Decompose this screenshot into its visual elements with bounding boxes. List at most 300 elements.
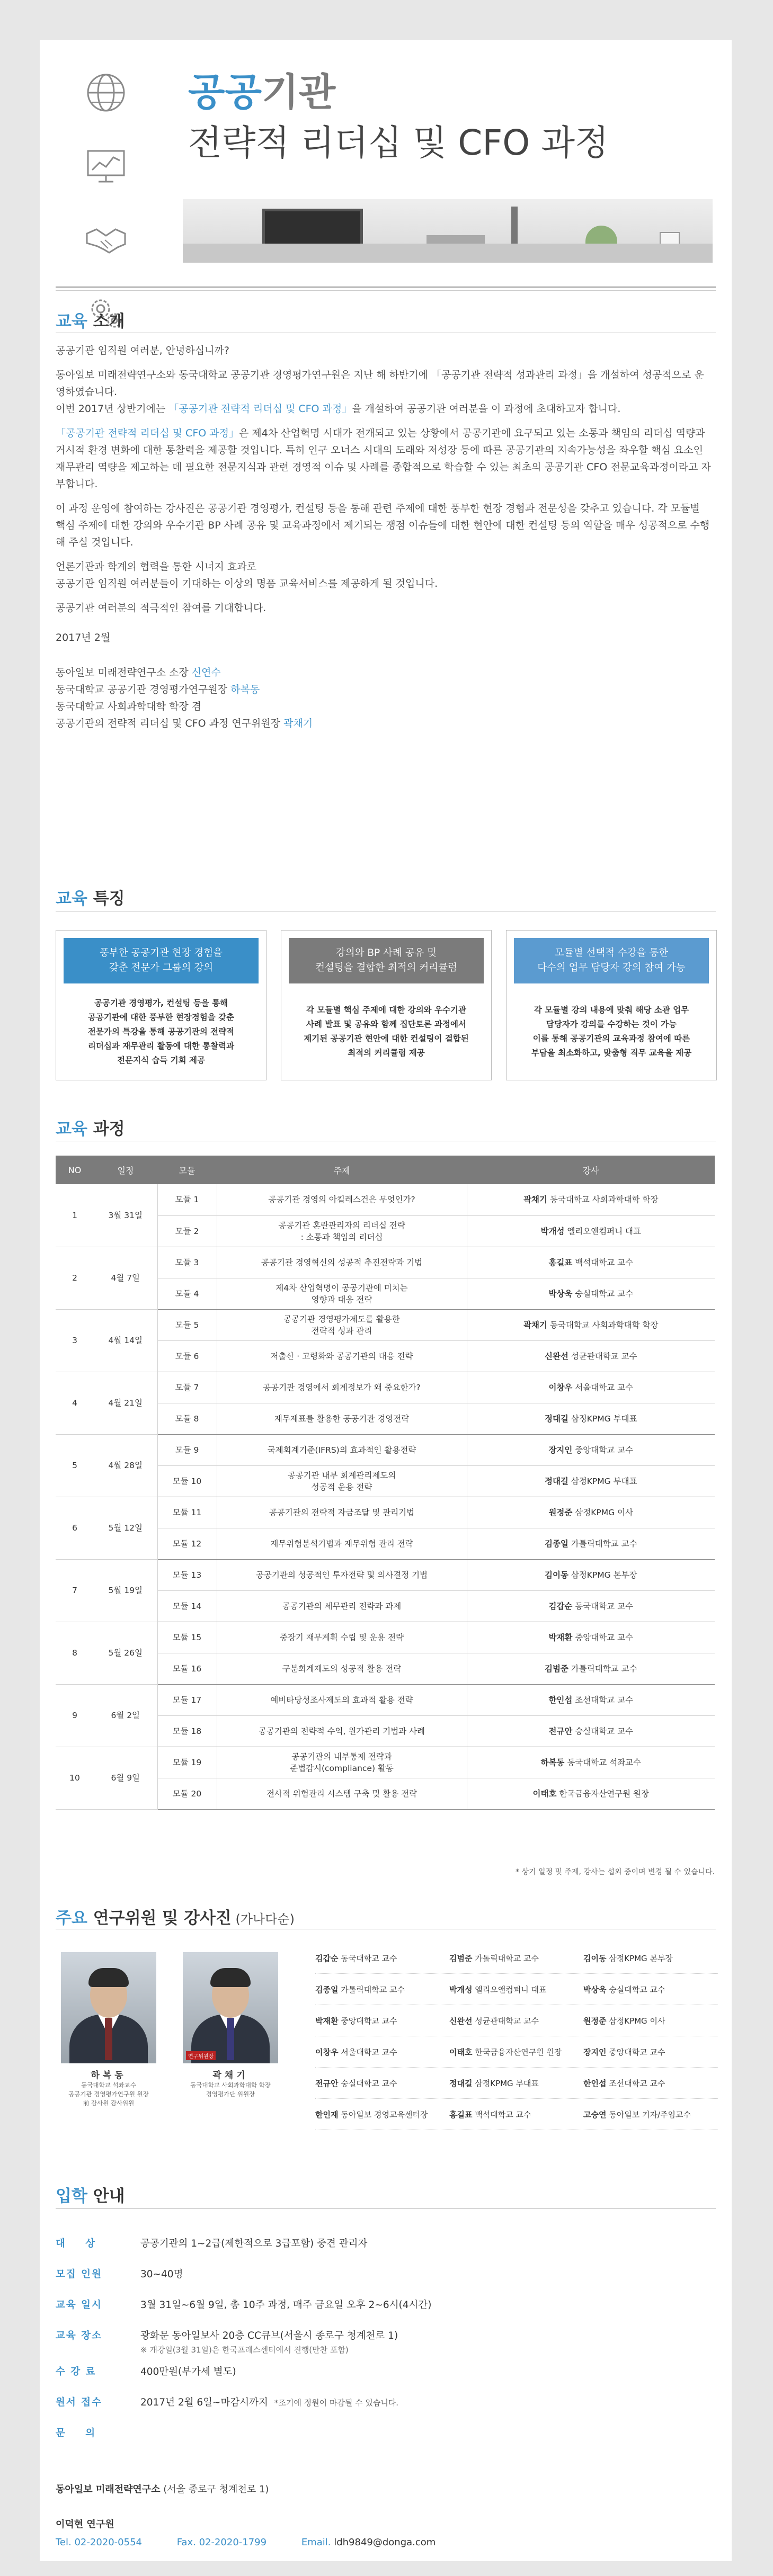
researcher-name: 하복동 bbox=[91, 2070, 127, 2081]
lecturer-name: 홍길표 bbox=[548, 1257, 573, 1267]
session-no: 2 bbox=[56, 1247, 94, 1309]
module-cell: 모듈 6 bbox=[157, 1340, 217, 1372]
topic-cell bbox=[217, 1309, 467, 1340]
lecturer-entry-name: 박재환 bbox=[315, 2016, 339, 2026]
admission-section-title bbox=[56, 2183, 125, 2206]
admission-row bbox=[56, 2258, 713, 2289]
feature-body-line: 공공기관 경영평가, 컨설팅 등을 통해 bbox=[94, 998, 228, 1008]
chart-monitor-icon bbox=[77, 137, 135, 195]
lecturer-entry bbox=[449, 2109, 583, 2120]
module-cell: 모듈 11 bbox=[157, 1497, 217, 1528]
feature-body-line: 부담을 최소화하고, 맞춤형 직무 교육을 제공 bbox=[531, 1048, 692, 1058]
topic-cell bbox=[217, 1653, 467, 1684]
lecturer-entry-name: 김갑순 bbox=[315, 1953, 339, 1963]
lecturer-cell bbox=[467, 1372, 715, 1403]
topic-cell bbox=[217, 1559, 467, 1590]
topic-cell bbox=[217, 1622, 467, 1653]
lecturer-org: 한국금융자산연구원 원장 bbox=[556, 1788, 649, 1799]
lecturer-cell bbox=[467, 1434, 715, 1465]
lecturer-entry bbox=[583, 2078, 717, 2089]
feature-body-line: 이를 통해 공공기관의 교육과정 참여에 따른 bbox=[532, 1034, 690, 1043]
feature-body-line: 각 모듈별 핵심 주제에 대한 강의와 우수기관 bbox=[306, 1005, 466, 1015]
avatar bbox=[183, 1952, 278, 2063]
feature-body-line: 공공기관에 대한 풍부한 현장경험을 갖춘 bbox=[87, 1012, 235, 1022]
topic-line: 공공기관의 전략적 수익, 원가관리 기법과 사례 bbox=[258, 1726, 425, 1736]
topic-cell bbox=[217, 1278, 467, 1309]
module-cell: 모듈 1 bbox=[157, 1184, 217, 1215]
intro-signatures bbox=[56, 664, 713, 732]
intro-p5b: 공공기관 임직원 여러분들이 기대하는 이상의 명품 교육서비스를 제공하게 될 것입니다. bbox=[56, 578, 438, 589]
admission-label: 문 의 bbox=[56, 2428, 104, 2439]
lecturer-cell bbox=[467, 1653, 715, 1684]
admission-label: 모집 인원 bbox=[56, 2269, 102, 2280]
lecturer-entry-name: 이태호 bbox=[449, 2047, 473, 2057]
topic-line: 공공기관 경영혁신의 성공적 추진전략과 기법 bbox=[261, 1257, 423, 1267]
lecturer-cell bbox=[467, 1465, 715, 1497]
curriculum-section-title bbox=[56, 1115, 125, 1139]
admission-value-text: 30~40명 bbox=[140, 2269, 183, 2280]
lecturer-entry-org: 삼정KPMG 이사 bbox=[606, 2016, 665, 2026]
feature-body-text bbox=[304, 1003, 468, 1060]
intro-section-title bbox=[56, 308, 125, 332]
col-date: 일정 bbox=[94, 1156, 157, 1184]
lecturer-row bbox=[315, 2068, 718, 2099]
topic-line: 공공기관 경영평가제도를 활용한 bbox=[283, 1314, 400, 1324]
lecturer-cell bbox=[467, 1403, 715, 1434]
module-cell: 모듈 5 bbox=[157, 1309, 217, 1340]
topic-line: 중장기 재무계획 수립 및 운용 전략 bbox=[279, 1632, 404, 1642]
lecturer-cell bbox=[467, 1590, 715, 1622]
researchers-title-note: (가나다순) bbox=[231, 1912, 295, 1927]
feature-card-body bbox=[289, 991, 484, 1072]
admission-row bbox=[56, 2320, 713, 2356]
admission-value bbox=[140, 2320, 713, 2356]
session-date: 5월 26일 bbox=[94, 1622, 157, 1684]
admission-row bbox=[56, 2386, 713, 2417]
topic-cell bbox=[217, 1747, 467, 1778]
avatar bbox=[61, 1952, 156, 2063]
curriculum-body bbox=[56, 1184, 715, 1809]
researcher-role-1: 동국대학교 사회과학대학 학장 bbox=[190, 2081, 271, 2089]
curriculum-title-accent: 교육 bbox=[56, 1120, 87, 1139]
lecturer-name: 한인섭 bbox=[548, 1695, 573, 1705]
lecturer-entry-org: 동아일보 경영교육센터장 bbox=[338, 2109, 428, 2119]
admission-value-text: 2017년 2월 6일~마감시까지 bbox=[140, 2397, 268, 2408]
session-no: 4 bbox=[56, 1372, 94, 1434]
curriculum-table bbox=[56, 1156, 715, 1810]
header-divider-thin bbox=[56, 290, 716, 291]
lecturer-org: 동국대학교 사회과학대학 학장 bbox=[547, 1195, 659, 1205]
lecturer-entry-org: 서울대학교 교수 bbox=[338, 2047, 397, 2057]
topic-cell bbox=[217, 1247, 467, 1278]
topic-cell bbox=[217, 1497, 467, 1528]
lecturer-entry bbox=[449, 1984, 583, 1995]
table-row bbox=[56, 1622, 715, 1653]
lecturer-name: 원정준 bbox=[548, 1507, 573, 1517]
lecturer-entry bbox=[583, 1984, 717, 1995]
lecturer-name: 김갑순 bbox=[548, 1601, 573, 1611]
topic-line: 전사적 위험관리 시스템 구축 및 활용 전략 bbox=[266, 1788, 417, 1799]
lecturer-name: 김범준 bbox=[544, 1663, 568, 1674]
lecturer-entry-org: 가톨릭대학교 교수 bbox=[338, 1984, 405, 1994]
features-section-title bbox=[56, 885, 125, 909]
admission-value bbox=[140, 2386, 713, 2411]
researchers-title-rest: 연구위원 및 강사진 bbox=[87, 1909, 232, 1928]
lecturer-org: 동국대학교 석좌교수 bbox=[564, 1757, 642, 1767]
intro-p2b-post: 을 개설하여 공공기관 여러분을 이 과정에 초대하고자 합니다. bbox=[352, 403, 621, 415]
lecturer-entry-org: 백석대학교 교수 bbox=[472, 2109, 531, 2119]
lecturer-org: 숭실대학교 교수 bbox=[572, 1726, 634, 1736]
lecturer-cell bbox=[467, 1184, 715, 1215]
researcher-role-1: 동국대학교 석좌교수 bbox=[81, 2081, 136, 2089]
lecturer-entry-name: 신완선 bbox=[449, 2016, 473, 2026]
feature-body-line: 사례 발표 및 공유와 함께 집단토론 과정에서 bbox=[306, 1019, 466, 1029]
lecturer-entry bbox=[449, 2015, 583, 2026]
lecturer-cell bbox=[467, 1215, 715, 1247]
lecturer-entry-name: 원정준 bbox=[583, 2016, 607, 2026]
table-row bbox=[56, 1309, 715, 1340]
lecturer-org: 삼정KPMG 이사 bbox=[572, 1507, 634, 1517]
col-module: 모듈 bbox=[157, 1156, 217, 1184]
topic-line: 공공기관 경영에서 회계정보가 왜 중요한가? bbox=[263, 1382, 421, 1392]
topic-line: 재무제표를 활용한 공공기관 경영전략 bbox=[274, 1414, 410, 1424]
topic-line: 공공기관 경영의 아킬레스건은 무엇인가? bbox=[268, 1195, 415, 1205]
admission-value bbox=[140, 2417, 713, 2426]
admission-value bbox=[140, 2228, 713, 2252]
topic-cell bbox=[217, 1184, 467, 1215]
admission-info bbox=[56, 2228, 713, 2448]
module-cell: 모듈 15 bbox=[157, 1622, 217, 1653]
lecturer-cell bbox=[467, 1778, 715, 1809]
session-date: 4월 21일 bbox=[94, 1372, 157, 1434]
lecturer-org: 중앙대학교 교수 bbox=[572, 1632, 634, 1642]
intro-paragraph-2 bbox=[56, 366, 713, 417]
feature-body-line: 전문지식 습득 기회 제공 bbox=[117, 1055, 205, 1065]
topic-cell bbox=[217, 1778, 467, 1809]
admission-label: 원서 접수 bbox=[56, 2397, 102, 2408]
lecturer-entry-name: 김범준 bbox=[449, 1953, 473, 1963]
email-label: Email. bbox=[301, 2537, 331, 2548]
lecturer-row bbox=[315, 2099, 718, 2130]
lecturer-name: 박상욱 bbox=[548, 1289, 573, 1299]
topic-line: 재무위험분석기법과 재무위험 관리 전략 bbox=[270, 1539, 413, 1549]
lecturer-entry bbox=[583, 1953, 717, 1964]
session-no: 6 bbox=[56, 1497, 94, 1559]
lecturer-entry-org: 성균관대학교 교수 bbox=[472, 2016, 539, 2026]
lecturer-entry-org: 한국금융자산연구원 원장 bbox=[472, 2047, 562, 2057]
admission-row bbox=[56, 2289, 713, 2320]
table-row bbox=[56, 1559, 715, 1590]
lecturer-entry bbox=[315, 2015, 449, 2026]
lecturer-entry-org: 조선대학교 교수 bbox=[606, 2078, 665, 2088]
researcher-role-2: 경영평가단 위원장 bbox=[206, 2090, 255, 2098]
module-cell: 모듈 8 bbox=[157, 1403, 217, 1434]
table-row bbox=[56, 1497, 715, 1528]
lecturer-name: 곽채기 bbox=[523, 1195, 547, 1205]
page-subtitle: 전략적 리더십 및 CFO 과정 bbox=[188, 122, 609, 163]
session-no: 10 bbox=[56, 1747, 94, 1809]
lecturer-entry-name: 정대길 bbox=[449, 2078, 473, 2088]
lecturer-name: 하복동 bbox=[540, 1757, 565, 1767]
topic-line: 구분회계제도의 성공적 활용 전략 bbox=[282, 1663, 402, 1674]
lecturer-org: 삼정KPMG 부대표 bbox=[568, 1414, 637, 1424]
email-link[interactable]: ldh9849@donga.com bbox=[334, 2537, 436, 2548]
lecturer-entry-org: 숭실대학교 교수 bbox=[606, 1984, 665, 1994]
topic-line: 성공적 운용 전략 bbox=[311, 1482, 372, 1492]
header-office-photo bbox=[183, 199, 713, 263]
globe-icon bbox=[77, 64, 135, 122]
lecturer-org: 삼정KPMG 부대표 bbox=[568, 1476, 637, 1486]
lecturer-row bbox=[315, 2036, 718, 2068]
lecturer-row bbox=[315, 1943, 718, 1974]
table-row bbox=[56, 1372, 715, 1403]
intro-p3-text: 은 제4차 산업혁명 시대가 전개되고 있는 상황에서 공공기관에 요구되고 있는 소통과 책임의 리더십 역량과 거시적 환경 변화에 대한 통찰력을 제공할 것입니다. 특히 인구 오너스 시대의 도래와 저성장 등에 따른 공공기관의 지속가능성을 좌우할 핵심 요소인 재무관리 역량을 제고하는 데 필요한 전문지식과 관련 경영적 이슈 및 사례를 종합적으로 학습할 수 있는 최초의 공공기관 CFO 전문교육과정이라고 자부합니다. bbox=[56, 427, 711, 490]
lecturer-entry-org: 삼정KPMG 부대표 bbox=[472, 2078, 539, 2088]
avatar-hair bbox=[88, 1968, 129, 1987]
module-cell: 모듈 17 bbox=[157, 1684, 217, 1715]
module-cell: 모듈 10 bbox=[157, 1465, 217, 1497]
table-row bbox=[56, 1247, 715, 1278]
researcher-role bbox=[61, 2081, 156, 2108]
admission-title-rest: 안내 bbox=[87, 2187, 125, 2206]
feature-head-line: 갖춘 전문가 그룹의 강의 bbox=[109, 962, 214, 973]
session-no: 9 bbox=[56, 1684, 94, 1747]
topic-cell bbox=[217, 1372, 467, 1403]
topic-line: 공공기관의 내부통제 전략과 bbox=[291, 1751, 392, 1761]
lecturer-name: 정대길 bbox=[544, 1476, 568, 1486]
admission-row bbox=[56, 2417, 713, 2448]
lecturer-entry-org: 삼정KPMG 본부장 bbox=[606, 1953, 673, 1963]
topic-line: 공공기관 혼란관리자의 리더십 전략 bbox=[278, 1220, 405, 1230]
module-cell: 모듈 7 bbox=[157, 1372, 217, 1403]
lecturer-entry-org: 숭실대학교 교수 bbox=[338, 2078, 397, 2088]
lecturer-entry bbox=[315, 1953, 449, 1964]
table-row bbox=[56, 1747, 715, 1778]
lecturer-entry-name: 한인재 bbox=[315, 2109, 339, 2119]
feature-body-line: 담당자가 강의를 수강하는 것이 가능 bbox=[546, 1019, 677, 1029]
col-topic: 주제 bbox=[217, 1156, 467, 1184]
tel-value: 02-2020-0554 bbox=[74, 2537, 142, 2548]
table-row bbox=[56, 1684, 715, 1715]
title-rest: 기관 bbox=[262, 70, 336, 114]
researchers-title-accent: 주요 bbox=[56, 1909, 87, 1928]
lecturer-entry-name: 장지인 bbox=[583, 2047, 607, 2057]
researchers-section-title bbox=[56, 1904, 295, 1928]
session-date: 3월 31일 bbox=[94, 1184, 157, 1247]
feature-body-text bbox=[531, 1003, 691, 1060]
contact-org-name: 동아일보 미래전략연구소 bbox=[56, 2484, 161, 2495]
lecturer-org: 중앙대학교 교수 bbox=[572, 1445, 634, 1455]
table-row bbox=[56, 1184, 715, 1215]
admission-value-text: 광화문 동아일보사 20층 CC큐브(서울시 종로구 청계천로 1) bbox=[140, 2330, 398, 2341]
sign4-name: 곽채기 bbox=[283, 718, 313, 729]
lecturer-org: 동국대학교 사회과학대학 학장 bbox=[547, 1320, 659, 1330]
researcher-name: 곽채기 bbox=[212, 2070, 248, 2081]
topic-cell bbox=[217, 1465, 467, 1497]
feature-card-header bbox=[289, 938, 484, 983]
lecturer-name: 박재환 bbox=[548, 1632, 573, 1642]
lecturer-entry bbox=[449, 2046, 583, 2058]
topic-cell bbox=[217, 1528, 467, 1559]
admission-label: 대 상 bbox=[56, 2238, 104, 2249]
module-cell: 모듈 4 bbox=[157, 1278, 217, 1309]
topic-line: 예비타당성조사제도의 효과적 활용 전략 bbox=[270, 1695, 413, 1705]
feature-body-line: 각 모듈별 강의 내용에 맞춰 해당 소관 업무 bbox=[534, 1005, 689, 1015]
sign4-title: 공공기관의 전략적 리더십 및 CFO 과정 연구위원장 bbox=[56, 718, 284, 729]
lecturer-entry-name: 이창우 bbox=[315, 2047, 339, 2057]
lecturer-entry bbox=[315, 2078, 449, 2089]
topic-line: 공공기관의 성공적인 투자전략 및 의사결정 기법 bbox=[255, 1570, 428, 1580]
lecturer-name: 이태호 bbox=[532, 1788, 557, 1799]
feature-card-body bbox=[64, 991, 259, 1072]
curriculum-header-row bbox=[56, 1156, 715, 1184]
intro-date: 2017년 2월 bbox=[56, 632, 111, 643]
lecturer-list bbox=[315, 1943, 718, 2130]
intro-p2b-pre: 이번 2017년 상반기에는 bbox=[56, 403, 169, 415]
intro-greeting: 공공기관 임직원 여러분, 안녕하십니까? bbox=[56, 345, 229, 356]
topic-cell bbox=[217, 1715, 467, 1747]
session-no: 8 bbox=[56, 1622, 94, 1684]
lecturer-entry bbox=[315, 2046, 449, 2058]
sign2-title: 동국대학교 공공기관 경영평가연구원장 bbox=[56, 684, 231, 695]
feature-head-line: 컨설팅을 결합한 최적의 커리큘럼 bbox=[315, 962, 457, 973]
topic-cell bbox=[217, 1340, 467, 1372]
lecturer-name: 신완선 bbox=[544, 1351, 568, 1361]
feature-card-body bbox=[514, 991, 709, 1072]
lecturer-entry bbox=[449, 2078, 583, 2089]
lecturer-cell bbox=[467, 1340, 715, 1372]
brochure-page bbox=[40, 40, 732, 2561]
lecturer-entry-org: 가톨릭대학교 교수 bbox=[472, 1953, 539, 1963]
avatar-tie bbox=[227, 2018, 234, 2060]
lecturer-entry bbox=[449, 1953, 583, 1964]
avatar-tie bbox=[105, 2018, 112, 2060]
intro-paragraph-3 bbox=[56, 425, 713, 493]
feature-head-line: 풍부한 공공기관 현장 경험을 bbox=[99, 947, 223, 959]
header-divider bbox=[56, 287, 716, 288]
lecturer-name: 김이동 bbox=[544, 1570, 568, 1580]
feature-body-line: 리더십과 재무관리 활동에 대한 통찰력과 bbox=[87, 1041, 235, 1051]
module-cell: 모듈 18 bbox=[157, 1715, 217, 1747]
topic-line: 공공기관 내부 회계관리제도의 bbox=[287, 1470, 396, 1480]
lecturer-cell bbox=[467, 1247, 715, 1278]
feature-body-line: 제기된 공공기관 현안에 대한 컨설팅이 결합된 bbox=[304, 1034, 469, 1043]
intro-paragraph-4: 이 과정 운영에 참여하는 강사진은 공공기관 경영평가, 컨설팅 등을 통해 관련 주제에 대한 풍부한 현장 경험과 전문성을 갖추고 있습니다. 각 모듈별 핵심 주제에 대한 강의와 우수기관 BP 사례 공유 및 교육과정에서 제기되는 쟁점 이슈들에 대한 현안에 대한 컨설팅 등의 역할을 매우 성공적으로 수행해 주실 것입니다. bbox=[56, 503, 710, 548]
admission-label: 교육 일시 bbox=[56, 2300, 102, 2311]
lecturer-org: 숭실대학교 교수 bbox=[572, 1289, 634, 1299]
lecturer-entry-org: 엘리오앤컴퍼니 대표 bbox=[472, 1984, 547, 1994]
lecturer-entry bbox=[583, 2046, 717, 2058]
module-cell: 모듈 14 bbox=[157, 1590, 217, 1622]
topic-line: 준법감시(compliance) 활동 bbox=[290, 1763, 394, 1773]
intro-paragraph-5 bbox=[56, 558, 713, 592]
researcher-card bbox=[61, 1952, 156, 2108]
session-date: 4월 14일 bbox=[94, 1309, 157, 1372]
lecturer-name: 곽채기 bbox=[523, 1320, 547, 1330]
sign1-name: 신연수 bbox=[191, 667, 221, 678]
lecturer-entry-org: 동국대학교 교수 bbox=[338, 1953, 397, 1963]
module-cell: 모듈 12 bbox=[157, 1528, 217, 1559]
lecturer-name: 정대길 bbox=[544, 1414, 568, 1424]
module-cell: 모듈 13 bbox=[157, 1559, 217, 1590]
intro-paragraph-6: 공공기관 여러분의 적극적인 참여를 기대합니다. bbox=[56, 602, 266, 614]
lecturer-cell bbox=[467, 1497, 715, 1528]
lecturer-name: 장지인 bbox=[548, 1445, 573, 1455]
lecturer-entry-name: 김종일 bbox=[315, 1984, 339, 1994]
session-no: 3 bbox=[56, 1309, 94, 1372]
contact-numbers bbox=[56, 2537, 467, 2548]
fax-value: 02-2020-1799 bbox=[199, 2537, 267, 2548]
sign2-name: 하복동 bbox=[230, 684, 260, 695]
lecturer-entry-name: 고승연 bbox=[583, 2109, 607, 2119]
lecturer-cell bbox=[467, 1528, 715, 1559]
intro-p3-highlight: 「공공기관 전략적 리더십 및 CFO 과정」 bbox=[56, 427, 239, 439]
feature-card-header bbox=[64, 938, 259, 983]
topic-line: 전략적 성과 관리 bbox=[311, 1326, 372, 1336]
topic-cell bbox=[217, 1434, 467, 1465]
session-date: 5월 19일 bbox=[94, 1559, 157, 1622]
topic-cell bbox=[217, 1215, 467, 1247]
lecturer-entry-org: 중앙대학교 교수 bbox=[606, 2047, 665, 2057]
lecturer-cell bbox=[467, 1559, 715, 1590]
curriculum-note: * 상기 일정 및 주제, 강사는 섭외 중이며 변경 될 수 있습니다. bbox=[516, 1868, 715, 1876]
topic-cell bbox=[217, 1403, 467, 1434]
session-no: 5 bbox=[56, 1434, 94, 1497]
module-cell: 모듈 20 bbox=[157, 1778, 217, 1809]
lecturer-cell bbox=[467, 1715, 715, 1747]
tel-label: Tel. bbox=[56, 2537, 72, 2548]
lecturer-org: 성균관대학교 교수 bbox=[568, 1351, 637, 1361]
feature-head-line: 모듈별 선택적 수강을 통한 bbox=[554, 947, 669, 959]
intro-p5a: 언론기관과 학계의 협력을 통한 시너지 효과로 bbox=[56, 561, 256, 573]
module-cell: 모듈 16 bbox=[157, 1653, 217, 1684]
lecturer-cell bbox=[467, 1622, 715, 1653]
lecturer-org: 삼정KPMG 본부장 bbox=[568, 1570, 637, 1580]
lecturer-cell bbox=[467, 1278, 715, 1309]
lecturer-cell bbox=[467, 1747, 715, 1778]
contact-block bbox=[56, 2482, 467, 2548]
feature-card bbox=[281, 930, 492, 1080]
feature-head-line: 다수의 업무 담당자 강의 참여 가능 bbox=[537, 962, 686, 973]
lecturer-entry-org: 중앙대학교 교수 bbox=[338, 2016, 397, 2026]
admission-value-text: 400만원(부가세 별도) bbox=[140, 2366, 236, 2377]
contact-org bbox=[56, 2482, 467, 2496]
admission-value bbox=[140, 2289, 713, 2313]
topic-line: 제4차 산업혁명이 공공기관에 미치는 bbox=[276, 1283, 408, 1293]
lecturer-entry-name: 홍길표 bbox=[449, 2109, 473, 2119]
title-accent: 공공 bbox=[188, 70, 262, 114]
feature-head-line: 강의와 BP 사례 공유 및 bbox=[335, 947, 437, 959]
session-date: 6월 9일 bbox=[94, 1747, 157, 1809]
lecturer-name: 전규안 bbox=[548, 1726, 573, 1736]
feature-body-line: 전문가의 특강을 통해 공공기관의 전략적 bbox=[87, 1026, 235, 1036]
lecturer-org: 동국대학교 교수 bbox=[572, 1601, 634, 1611]
topic-line: 공공기관의 전략적 자금조달 및 관리기법 bbox=[269, 1507, 415, 1517]
lecturer-org: 조선대학교 교수 bbox=[572, 1695, 634, 1705]
admission-title-accent: 입학 bbox=[56, 2187, 87, 2206]
admission-row bbox=[56, 2356, 713, 2386]
feature-body-line: 최적의 커리큘럼 제공 bbox=[348, 1048, 425, 1058]
intro-title-accent: 교육 bbox=[56, 312, 87, 331]
lecturer-name: 이창우 bbox=[548, 1382, 573, 1392]
admission-row bbox=[56, 2228, 713, 2258]
lecturer-entry-name: 박상욱 bbox=[583, 1984, 607, 1994]
topic-line: 영향과 대응 전략 bbox=[311, 1294, 372, 1304]
fax-label: Fax. bbox=[176, 2537, 196, 2548]
col-lecturer: 강사 bbox=[467, 1156, 715, 1184]
photo-desk bbox=[183, 244, 713, 263]
lecturer-org: 서울대학교 교수 bbox=[572, 1382, 634, 1392]
